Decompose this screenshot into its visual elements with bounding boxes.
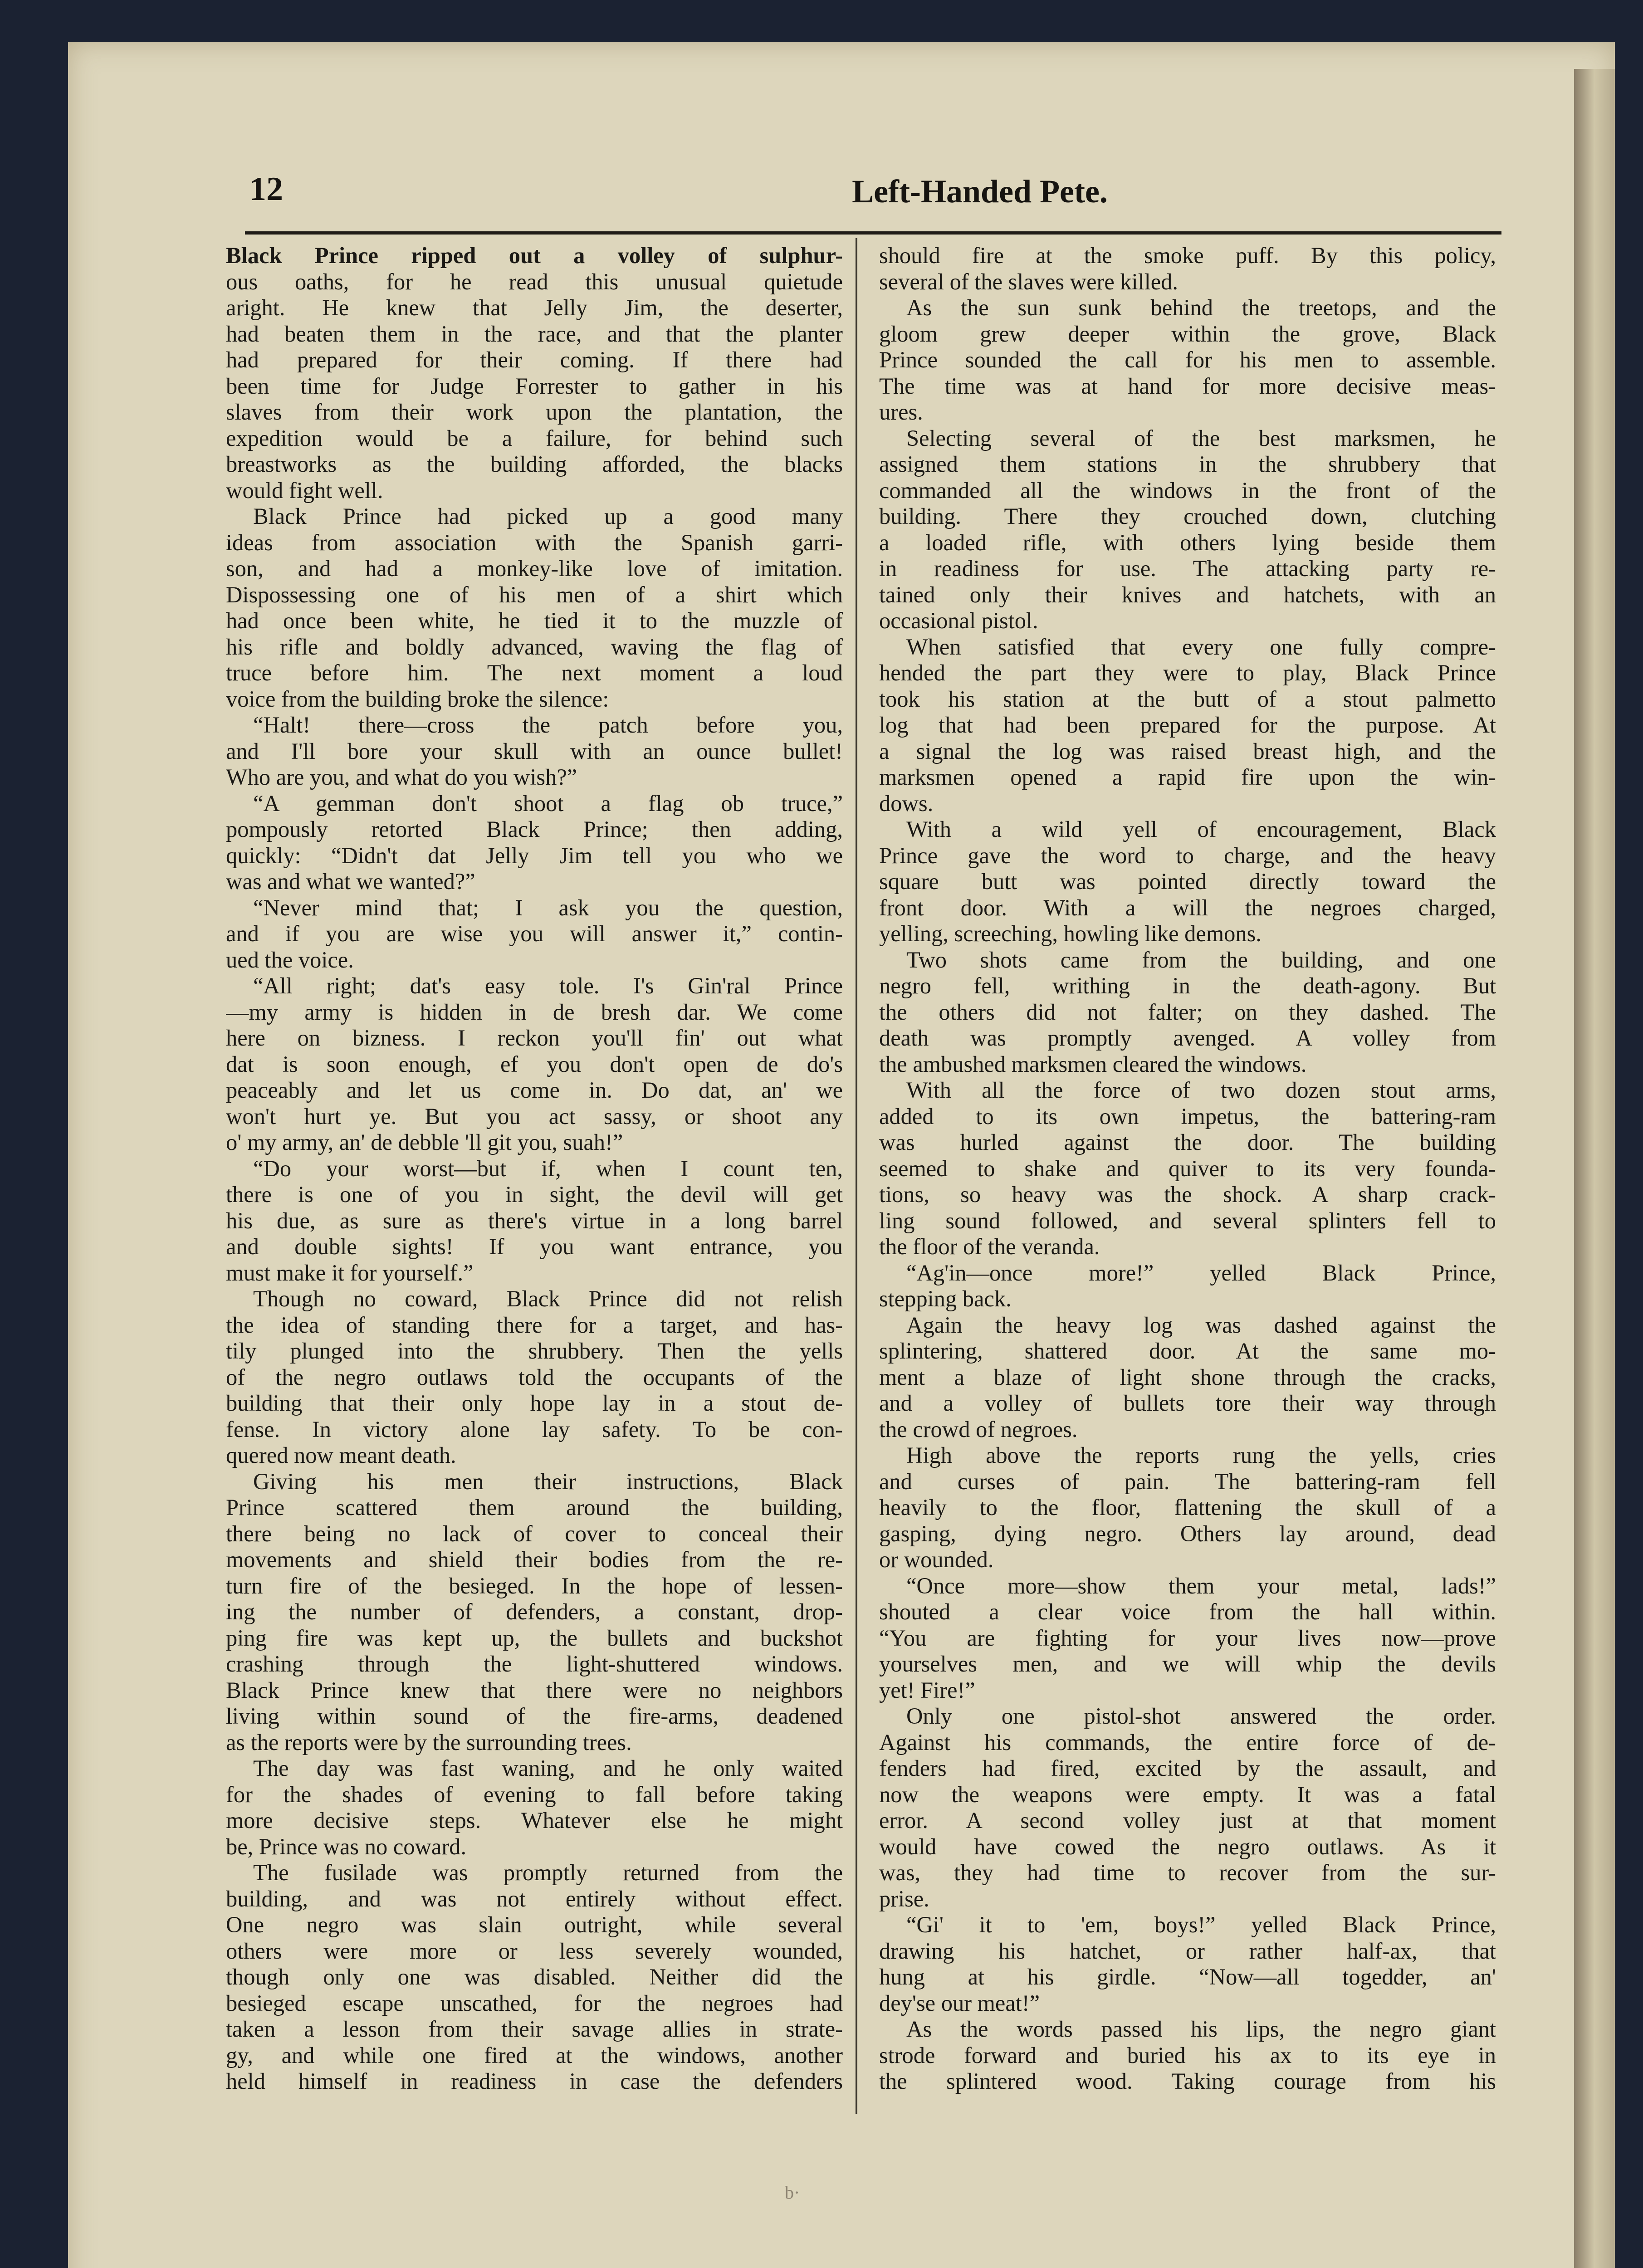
right-column-line: The time was at hand for more decisive meas- bbox=[879, 373, 1496, 399]
right-column-line: Prince sounded the call for his men to assemble. bbox=[879, 347, 1496, 372]
left-column-line: ued the voice. bbox=[226, 947, 354, 973]
right-column-line: splintering, shattered door. At the same mo- bbox=[879, 1338, 1496, 1364]
page-number: 12 bbox=[249, 171, 283, 208]
right-column-line: should fire at the smoke puff. By this policy, bbox=[879, 243, 1496, 268]
left-column-line: tily plunged into the shrubbery. Then the yells bbox=[226, 1338, 843, 1364]
footer-mark: b· bbox=[785, 2182, 800, 2203]
left-column-line: Though no coward, Black Prince did not relish bbox=[253, 1286, 843, 1311]
right-column-line: the ambushed marksmen cleared the windows. bbox=[879, 1051, 1307, 1077]
left-column-line: his due, as sure as there's virtue in a long barrel bbox=[226, 1207, 843, 1233]
left-column-line: “Do your worst—but if, when I count ten, bbox=[253, 1155, 843, 1181]
left-column-line: gy, and while one fired at the windows, another bbox=[226, 2042, 843, 2068]
left-column-line: fense. In victory alone lay safety. To be con- bbox=[226, 1416, 843, 1442]
right-column-line: “Once more—show them your metal, lads!” bbox=[906, 1573, 1496, 1598]
left-column-line: son, and had a monkey-like love of imitation. bbox=[226, 556, 843, 581]
left-column-line: slaves from their work upon the plantation, the bbox=[226, 399, 843, 425]
left-column-line: truce before him. The next moment a loud bbox=[226, 660, 843, 685]
left-column-line: Prince scattered them around the building, bbox=[226, 1495, 843, 1520]
right-column-line: When satisfied that every one fully compre- bbox=[906, 634, 1496, 660]
left-column-line: of the negro outlaws told the occupants of the bbox=[226, 1364, 843, 1390]
right-column-line: marksmen opened a rapid fire upon the win- bbox=[879, 764, 1496, 790]
right-column-line: Against his commands, the entire force of de- bbox=[879, 1729, 1496, 1755]
left-column-line: Black Prince knew that there were no neighbors bbox=[226, 1677, 843, 1703]
right-column-line: error. A second volley just at that moment bbox=[879, 1808, 1496, 1833]
right-column-line: Prince gave the word to charge, and the heavy bbox=[879, 842, 1496, 868]
left-column-line: others were more or less severely wounded, bbox=[226, 1938, 843, 1964]
left-column-line: here on bizness. I reckon you'll fin' out what bbox=[226, 1025, 843, 1051]
right-column-line: in readiness for use. The attacking party re- bbox=[879, 556, 1496, 581]
right-column-line: a signal the log was raised breast high, and the bbox=[879, 738, 1496, 764]
left-column bbox=[226, 243, 843, 2095]
left-column-line: movements and shield their bodies from the re- bbox=[226, 1547, 843, 1572]
right-column-line: “Ag'in—once more!” yelled Black Prince, bbox=[906, 1260, 1496, 1286]
right-column-line: tions, so heavy was the shock. A sharp crack- bbox=[879, 1182, 1496, 1207]
right-column-line: yelling, screeching, howling like demons. bbox=[879, 921, 1262, 946]
left-column-line: crashing through the light-shuttered windows. bbox=[226, 1651, 843, 1677]
left-column-line: there is one of you in sight, the devil will get bbox=[226, 1182, 843, 1207]
left-column-line: be, Prince was no coward. bbox=[226, 1833, 467, 1859]
left-column-line: The day was fast waning, and he only waited bbox=[253, 1755, 843, 1781]
right-column-line: With all the force of two dozen stout arms, bbox=[906, 1077, 1496, 1103]
left-column-line: One negro was slain outright, while several bbox=[226, 1912, 843, 1937]
right-column-line: Again the heavy log was dashed against the bbox=[906, 1312, 1496, 1338]
left-column-line: breastworks as the building afforded, the blacks bbox=[226, 451, 843, 477]
left-column-line: quickly: “Didn't dat Jelly Jim tell you who we bbox=[226, 842, 843, 868]
right-column-line: dows. bbox=[879, 790, 934, 816]
left-column-line: ous oaths, for he read this unusual quietude bbox=[226, 269, 843, 294]
right-column-line: the others did not falter; on they dashed. The bbox=[879, 999, 1496, 1025]
right-column-line: would have cowed the negro outlaws. As it bbox=[879, 1833, 1496, 1859]
right-column-line: “You are fighting for your lives now—prove bbox=[879, 1625, 1496, 1651]
left-column-line: ping fire was kept up, the bullets and buckshot bbox=[226, 1625, 843, 1651]
right-column-line: was, they had time to recover from the sur- bbox=[879, 1860, 1496, 1885]
left-column-line: held himself in readiness in case the defenders bbox=[226, 2068, 843, 2094]
right-column-line: took his station at the butt of a stout palmetto bbox=[879, 686, 1496, 712]
left-column-line: aright. He knew that Jelly Jim, the deserter, bbox=[226, 295, 843, 320]
column-divider bbox=[856, 238, 857, 2114]
right-column-line: drawing his hatchet, or rather half-ax, that bbox=[879, 1938, 1496, 1964]
left-column-line: for the shades of evening to fall before taking bbox=[226, 1781, 843, 1807]
right-column-line: Selecting several of the best marksmen, he bbox=[906, 425, 1496, 451]
right-column-line: the crowd of negroes. bbox=[879, 1416, 1078, 1442]
left-column-line: had prepared for their coming. If there had bbox=[226, 347, 843, 372]
left-column-line: ing the number of defenders, a constant, drop- bbox=[226, 1599, 843, 1624]
right-column-line: With a wild yell of encouragement, Black bbox=[906, 816, 1496, 842]
header-rule bbox=[245, 231, 1501, 235]
right-column-line: prise. bbox=[879, 1886, 929, 1911]
left-column-line: and if you are wise you will answer it,” contin- bbox=[226, 921, 843, 946]
right-column-line: occasional pistol. bbox=[879, 608, 1038, 633]
left-column-line: though only one was disabled. Neither did the bbox=[226, 1964, 843, 1989]
right-column-line: ment a blaze of light shone through the cracks, bbox=[879, 1364, 1496, 1390]
left-column-line: besieged escape unscathed, for the negroes had bbox=[226, 1990, 843, 2016]
left-column-line: the idea of standing there for a target, and has- bbox=[226, 1312, 843, 1338]
right-column-line: strode forward and buried his ax to its eye in bbox=[879, 2042, 1496, 2068]
left-column-line: o' my army, an' de debble 'll git you, suah!” bbox=[226, 1129, 623, 1155]
right-column-line: several of the slaves were killed. bbox=[879, 269, 1178, 294]
right-column-line: As the words passed his lips, the negro giant bbox=[906, 2016, 1496, 2042]
left-column-line: building, and was not entirely without effect. bbox=[226, 1886, 843, 1911]
page-header bbox=[249, 170, 1520, 220]
right-column-line: “Gi' it to 'em, boys!” yelled Black Prince, bbox=[906, 1912, 1496, 1937]
right-column-line: seemed to shake and quiver to its very founda- bbox=[879, 1155, 1496, 1181]
left-column-line: turn fire of the besieged. In the hope of lessen- bbox=[226, 1573, 843, 1598]
left-column-line: and double sights! If you want entrance, you bbox=[226, 1234, 843, 1259]
right-column bbox=[879, 243, 1496, 2095]
left-column-line: as the reports were by the surrounding trees. bbox=[226, 1729, 632, 1755]
left-column-line: there being no lack of cover to conceal their bbox=[226, 1520, 843, 1546]
left-column-line: quered now meant death. bbox=[226, 1442, 456, 1468]
left-column-line: voice from the building broke the silence: bbox=[226, 686, 609, 712]
left-column-line: Dispossessing one of his men of a shirt which bbox=[226, 582, 843, 607]
right-column-line: gloom grew deeper within the grove, Black bbox=[879, 321, 1496, 347]
left-column-line: living within sound of the fire-arms, deadened bbox=[226, 1703, 843, 1729]
right-column-line: heavily to the floor, flattening the skull of a bbox=[879, 1495, 1496, 1520]
left-column-line: Black Prince ripped out a volley of sulphur- bbox=[226, 243, 843, 268]
left-column-line: “Never mind that; I ask you the question, bbox=[253, 894, 843, 920]
right-column-line: negro fell, writhing in the death-agony. But bbox=[879, 973, 1496, 998]
left-column-line: had once been white, he tied it to the muzzle of bbox=[226, 608, 843, 633]
left-column-line: ideas from association with the Spanish garri- bbox=[226, 529, 843, 555]
right-column-line: a loaded rifle, with others lying beside them bbox=[879, 529, 1496, 555]
left-column-line: expedition would be a failure, for behind such bbox=[226, 425, 843, 451]
right-column-line: shouted a clear voice from the hall within. bbox=[879, 1599, 1496, 1624]
right-column-line: hended the part they were to play, Black Prince bbox=[879, 660, 1496, 685]
page-spine-edge bbox=[1574, 69, 1615, 2268]
left-column-line: Giving his men their instructions, Black bbox=[253, 1468, 843, 1494]
left-column-line: was and what we wanted?” bbox=[226, 869, 475, 894]
left-column-line: pompously retorted Black Prince; then adding, bbox=[226, 816, 843, 842]
right-column-line: As the sun sunk behind the treetops, and the bbox=[906, 295, 1496, 320]
right-column-line: the splintered wood. Taking courage from his bbox=[879, 2068, 1496, 2094]
left-column-line: would fight well. bbox=[226, 477, 383, 503]
left-column-line: his rifle and boldly advanced, waving the flag of bbox=[226, 634, 843, 660]
running-title: Left-Handed Pete. bbox=[852, 173, 1108, 210]
right-column-line: log that had been prepared for the purpose. At bbox=[879, 712, 1496, 738]
right-column-line: High above the reports rung the yells, cries bbox=[906, 1442, 1496, 1468]
right-column-line: fenders had fired, excited by the assault, and bbox=[879, 1755, 1496, 1781]
left-column-line: “Halt! there—cross the patch before you, bbox=[253, 712, 843, 738]
right-column-line: added to its own impetus, the battering-ram bbox=[879, 1103, 1496, 1129]
left-column-line: been time for Judge Forrester to gather in his bbox=[226, 373, 843, 399]
right-column-line: and curses of pain. The battering-ram fell bbox=[879, 1468, 1496, 1494]
right-column-line: yet! Fire!” bbox=[879, 1677, 975, 1703]
left-column-line: peaceably and let us come in. Do dat, an' we bbox=[226, 1077, 843, 1103]
left-column-line: “A gemman don't shoot a flag ob truce,” bbox=[253, 790, 843, 816]
left-column-line: dat is soon enough, ef you don't open de do's bbox=[226, 1051, 843, 1077]
left-column-line: Who are you, and what do you wish?” bbox=[226, 764, 577, 790]
right-column-line: and a volley of bullets tore their way through bbox=[879, 1390, 1496, 1416]
right-column-line: ling sound followed, and several splinters fell to bbox=[879, 1207, 1496, 1233]
right-column-line: was hurled against the door. The building bbox=[879, 1129, 1496, 1155]
right-column-line: gasping, dying negro. Others lay around, dead bbox=[879, 1520, 1496, 1546]
right-column-line: square butt was pointed directly toward the bbox=[879, 869, 1496, 894]
right-column-line: dey'se our meat!” bbox=[879, 1990, 1040, 2016]
right-column-line: Only one pistol-shot answered the order. bbox=[906, 1703, 1496, 1729]
left-column-line: taken a lesson from their savage allies in strate- bbox=[226, 2016, 843, 2042]
right-column-line: Two shots came from the building, and one bbox=[906, 947, 1496, 973]
left-column-line: and I'll bore your skull with an ounce bullet! bbox=[226, 738, 843, 764]
right-column-line: building. There they crouched down, clutching bbox=[879, 503, 1496, 529]
left-column-line: The fusilade was promptly returned from the bbox=[253, 1860, 843, 1885]
right-column-line: assigned them stations in the shrubbery that bbox=[879, 451, 1496, 477]
left-column-line: more decisive steps. Whatever else he might bbox=[226, 1808, 843, 1833]
right-column-line: the floor of the veranda. bbox=[879, 1234, 1100, 1259]
right-column-line: front door. With a will the negroes charged, bbox=[879, 894, 1496, 920]
left-column-line: had beaten them in the race, and that the planter bbox=[226, 321, 843, 347]
right-column-line: hung at his girdle. “Now—all togedder, an' bbox=[879, 1964, 1496, 1989]
right-column-line: tained only their knives and hatchets, with an bbox=[879, 582, 1496, 607]
right-column-line: stepping back. bbox=[879, 1286, 1012, 1311]
left-column-line: won't hurt ye. But you act sassy, or shoot any bbox=[226, 1103, 843, 1129]
right-column-line: ures. bbox=[879, 399, 923, 425]
right-column-line: now the weapons were empty. It was a fatal bbox=[879, 1781, 1496, 1807]
left-column-line: building that their only hope lay in a stout de- bbox=[226, 1390, 843, 1416]
right-column-line: or wounded. bbox=[879, 1547, 994, 1572]
right-column-line: yourselves men, and we will whip the devils bbox=[879, 1651, 1496, 1677]
right-column-line: death was promptly avenged. A volley from bbox=[879, 1025, 1496, 1051]
right-column-line: commanded all the windows in the front of the bbox=[879, 477, 1496, 503]
left-column-line: “All right; dat's easy tole. I's Gin'ral Prince bbox=[253, 973, 843, 998]
left-column-line: —my army is hidden in de bresh dar. We come bbox=[226, 999, 843, 1025]
left-column-line: Black Prince had picked up a good many bbox=[253, 503, 843, 529]
left-column-line: must make it for yourself.” bbox=[226, 1260, 474, 1286]
